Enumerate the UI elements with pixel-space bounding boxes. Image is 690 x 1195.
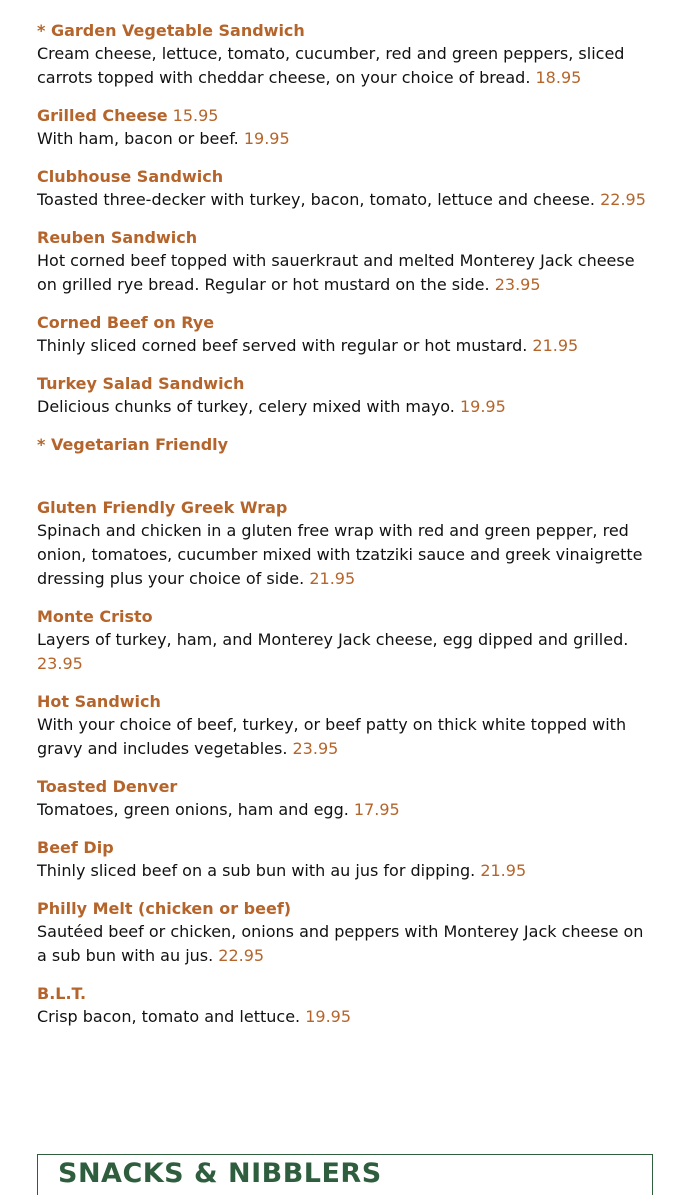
item-description xyxy=(37,395,657,419)
menu-item xyxy=(37,690,657,761)
menu-item xyxy=(37,104,657,151)
item-price: 22.95 xyxy=(218,946,265,965)
menu-item xyxy=(37,775,657,822)
menu-item xyxy=(37,496,657,591)
item-name: Grilled Cheese xyxy=(37,106,168,125)
menu-item xyxy=(37,605,657,676)
item-description xyxy=(37,188,657,212)
item-description xyxy=(37,1005,657,1029)
item-price: 19.95 xyxy=(459,397,506,416)
item-description xyxy=(37,713,657,761)
item-description xyxy=(37,42,657,90)
item-desc-text: Sautéed beef or chicken, onions and peppers with Monterey Jack cheese on a sub bun with au jus. xyxy=(37,922,644,965)
menu-item xyxy=(37,19,657,90)
item-price: 23.95 xyxy=(37,654,83,673)
item-description xyxy=(37,628,657,676)
menu-item xyxy=(37,982,657,1029)
item-desc-text: Layers of turkey, ham, and Monterey Jack cheese, egg dipped and grilled. xyxy=(37,630,629,649)
item-desc-text: Delicious chunks of turkey, celery mixed with mayo. xyxy=(37,397,455,416)
item-name: Clubhouse Sandwich xyxy=(37,167,224,186)
snacks-section-header xyxy=(37,1154,653,1195)
item-price: 21.95 xyxy=(309,569,356,588)
item-price: 21.95 xyxy=(532,336,579,355)
item-price: 22.95 xyxy=(600,190,646,209)
item-name: Gluten Friendly Greek Wrap xyxy=(37,498,288,517)
item-name: Beef Dip xyxy=(37,838,114,857)
item-desc-text: Thinly sliced corned beef served with regular or hot mustard. xyxy=(37,336,528,355)
item-desc-text: Cream cheese, lettuce, tomato, cucumber, red and green peppers, sliced carrots topped with cheddar cheese, on your choice of bread. xyxy=(37,44,625,87)
item-name: Reuben Sandwich xyxy=(37,228,198,247)
sandwich-menu xyxy=(37,19,657,1043)
item-name: B.L.T. xyxy=(37,984,87,1003)
item-name: Corned Beef on Rye xyxy=(37,313,215,332)
item-name-price: 15.95 xyxy=(172,106,219,125)
item-desc-text: Toasted three-decker with turkey, bacon, tomato, lettuce and cheese. xyxy=(37,190,595,209)
item-price: 17.95 xyxy=(353,800,400,819)
item-description xyxy=(37,798,657,822)
item-name: Monte Cristo xyxy=(37,607,153,626)
menu-item xyxy=(37,165,657,212)
item-description xyxy=(37,859,657,883)
menu-item xyxy=(37,372,657,419)
item-desc-text: Hot corned beef topped with sauerkraut and melted Monterey Jack cheese on grilled rye bread. Regular or hot mustard on the side. xyxy=(37,251,635,294)
item-price: 23.95 xyxy=(292,739,339,758)
item-price: 23.95 xyxy=(494,275,541,294)
item-name: Philly Melt (chicken or beef) xyxy=(37,899,292,918)
item-description xyxy=(37,127,657,151)
item-desc-text: Crisp bacon, tomato and lettuce. xyxy=(37,1007,301,1026)
item-name: * Garden Vegetable Sandwich xyxy=(37,21,305,40)
item-description xyxy=(37,249,657,297)
item-name: Toasted Denver xyxy=(37,777,178,796)
item-desc-text: Thinly sliced beef on a sub bun with au jus for dipping. xyxy=(37,861,476,880)
item-price: 21.95 xyxy=(480,861,527,880)
item-desc-text: Spinach and chicken in a gluten free wrap with red and green pepper, red onion, tomatoes, cucumber mixed with tzatziki sauce and greek vinaigrette dressing plus your choice of side. xyxy=(37,521,643,588)
item-desc-text: With ham, bacon or beef. xyxy=(37,129,239,148)
vegetarian-note: * Vegetarian Friendly xyxy=(37,435,229,454)
item-price: 19.95 xyxy=(243,129,290,148)
menu-item xyxy=(37,897,657,968)
item-description xyxy=(37,920,657,968)
menu-item xyxy=(37,311,657,358)
item-price: 19.95 xyxy=(305,1007,352,1026)
item-description xyxy=(37,334,657,358)
section-title: SNACKS & NIBBLERS xyxy=(58,1158,382,1189)
item-description xyxy=(37,519,657,591)
item-name: Turkey Salad Sandwich xyxy=(37,374,245,393)
menu-item xyxy=(37,226,657,297)
item-desc-text: With your choice of beef, turkey, or beef patty on thick white topped with gravy and includes vegetables. xyxy=(37,715,627,758)
menu-item xyxy=(37,836,657,883)
item-price: 18.95 xyxy=(535,68,582,87)
item-name: Hot Sandwich xyxy=(37,692,161,711)
item-desc-text: Tomatoes, green onions, ham and egg. xyxy=(37,800,349,819)
